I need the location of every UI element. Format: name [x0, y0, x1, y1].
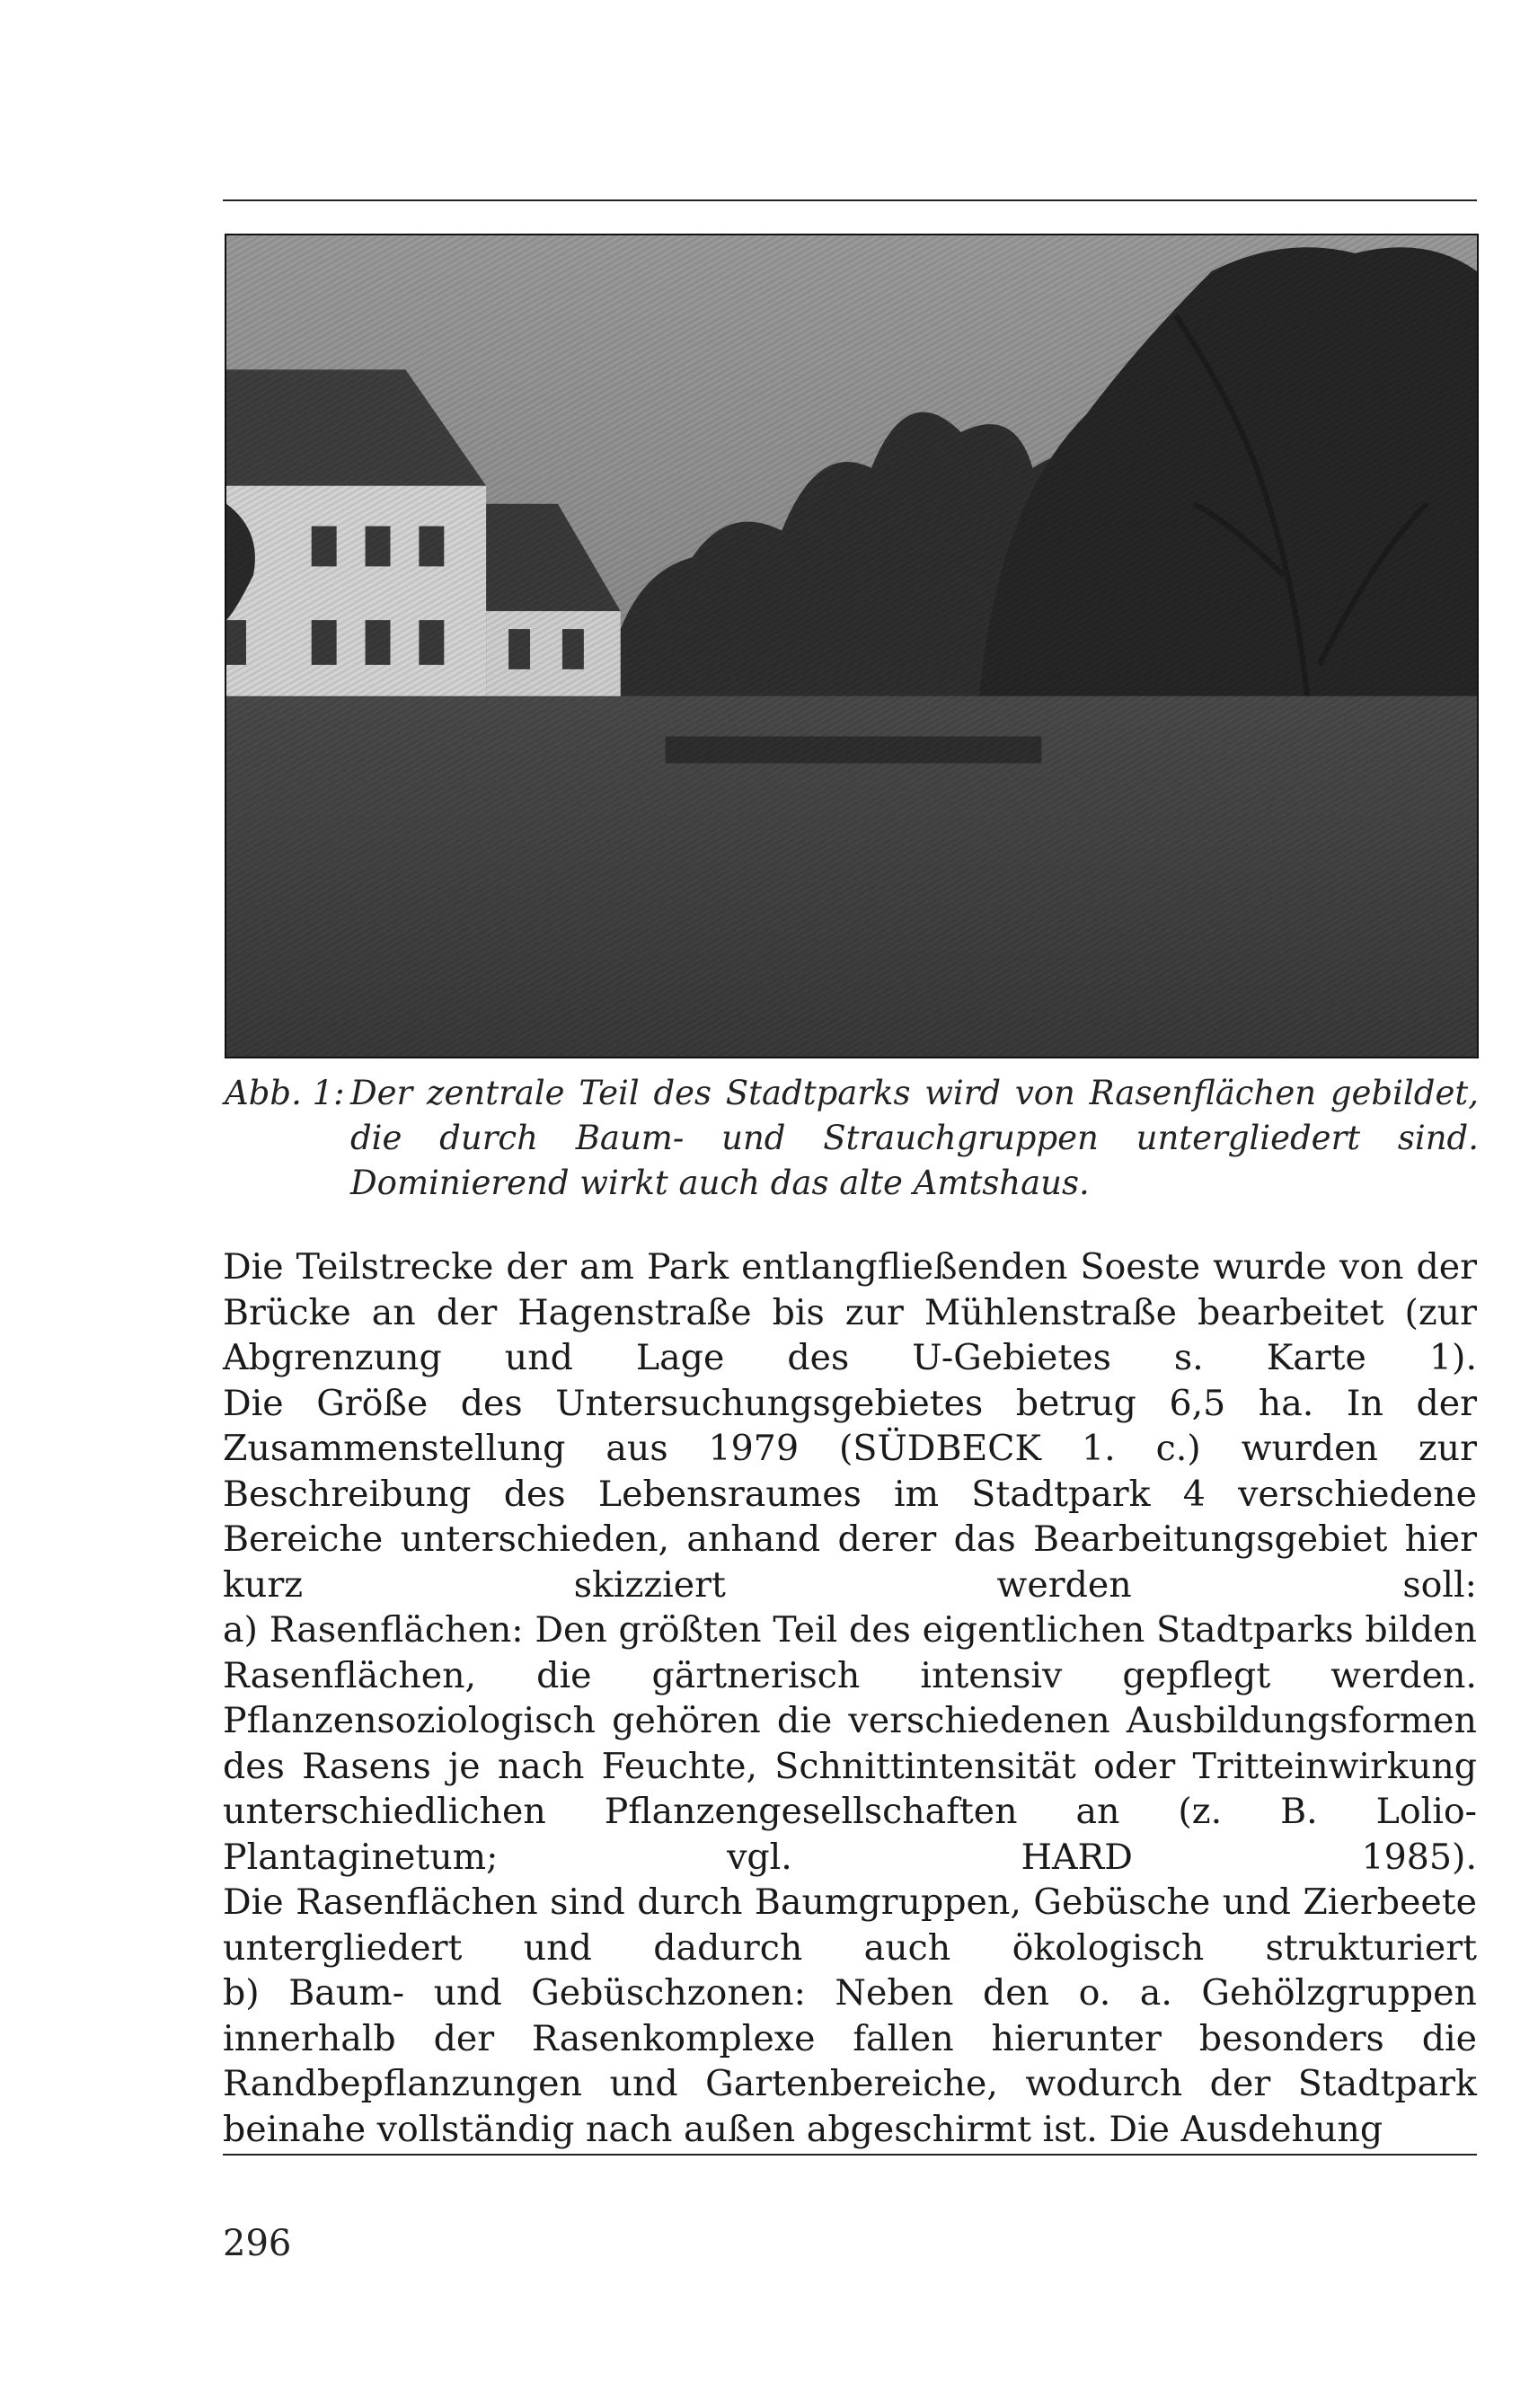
caption-label: Abb. 1: — [225, 1074, 345, 1112]
body-text — [223, 1244, 1477, 2152]
paragraph: Die Größe des Untersuchungsgebietes betrug 6,5 ha. In der Zusammenstellung aus 1979 (SÜDBECK 1. c.) wurden zur Beschreibung des Lebensraumes im Stadtpark 4 verschiedene Bereiche unterschieden, anhand derer das Bearbeitungsgebiet hier kurz skizziert werden soll: — [223, 1382, 1477, 1606]
park-photograph — [225, 234, 1479, 1058]
figure-caption — [225, 1071, 1479, 1206]
bottom-rule — [223, 2154, 1477, 2156]
caption-text: Der zentrale Teil des Stadtparks wird von Rasenflächen gebildet, die durch Baum- und Strauchgruppen untergliedert sind. Dominierend wirkt auch das alte Amtshaus. — [350, 1074, 1479, 1202]
paragraph: b) Baum- und Gebüschzonen: Neben den o. a. Gehölzgruppen innerhalb der Rasenkomplexe fallen hierunter besonders die Randbepflanzungen und Gartenbereiche, wodurch der Stadtpark beinahe vollständig nach außen abgeschirmt ist. Die Ausdehung — [223, 1972, 1477, 2150]
photo-illustration — [226, 235, 1477, 1057]
paragraph: a) Rasenflächen: Den größten Teil des eigentlichen Stadtparks bilden Rasenflächen, die gärtnerisch intensiv gepflegt werden. Pflanzensoziologisch gehören die verschiedenen Ausbildungsformen des Rasens je nach Feuchte, Schnittintensität oder Tritteinwirkung unterschiedlichen Pflanzengesellschaften an (z. B. Lolio-Plantaginetum; vgl. HARD 1985). — [223, 1609, 1477, 1878]
top-rule — [223, 199, 1477, 201]
paragraph: Die Rasenflächen sind durch Baumgruppen, Gebüsche und Zierbeete untergliedert und dadurch auch ökologisch strukturiert — [223, 1881, 1477, 1969]
page-number: 296 — [223, 2223, 292, 2264]
paragraph: Die Teilstrecke der am Park entlangfließenden Soeste wurde von der Brücke an der Hagenstraße bis zur Mühlenstraße bearbeitet (zur Abgrenzung und Lage des U-Gebietes s. Karte 1). — [223, 1246, 1477, 1378]
